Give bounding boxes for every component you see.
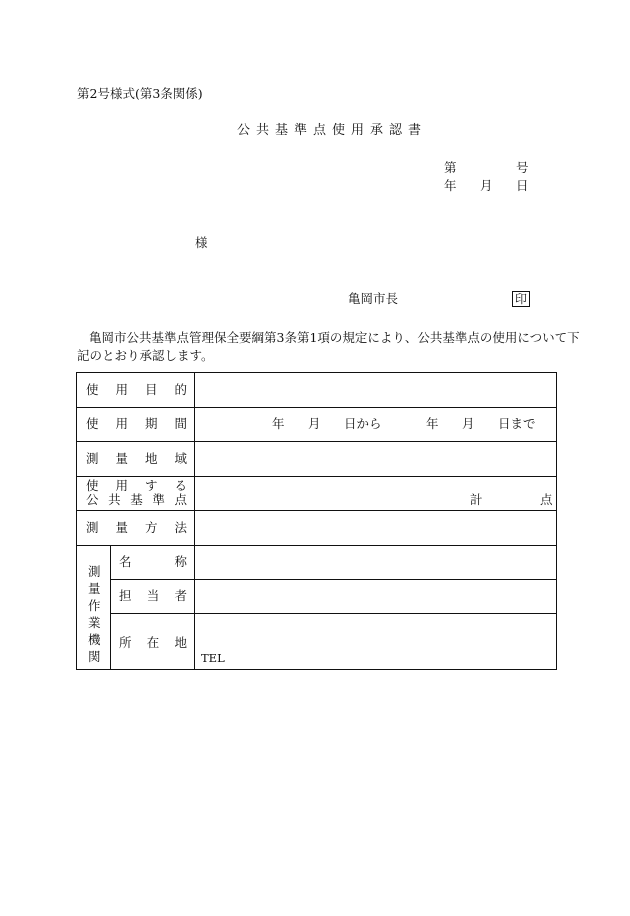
period-from-month: 月: [308, 416, 321, 431]
period-from-day: 日から: [344, 416, 382, 431]
issuer-name: 亀岡市長: [348, 291, 399, 306]
date-day-label: 日: [516, 178, 529, 193]
row-line-3: [77, 476, 557, 477]
area-label: 測 量 地 域: [86, 451, 187, 466]
points-total-label: 計: [470, 492, 483, 507]
seal-mark: 印: [512, 291, 530, 307]
body-text-line-1: 亀岡市公共基準点管理保全要綱第3条第1項の規定により、公共基準点の使用について下: [89, 330, 580, 345]
body-text-line-2: 記のとおり承認します。: [77, 348, 214, 363]
form-reference: 第2号様式(第3条関係): [77, 86, 203, 101]
period-from-year: 年: [272, 416, 285, 431]
method-label: 測 量 方 法: [86, 520, 187, 535]
addressee-suffix: 様: [195, 235, 208, 250]
date-year-label: 年: [444, 178, 457, 193]
org-name-label: 名 称: [119, 554, 187, 569]
date-month-label: 月: [480, 178, 493, 193]
purpose-label: 使 用 目 的: [86, 382, 187, 397]
row-line-7: [110, 613, 557, 614]
approval-table: [76, 372, 557, 670]
period-to-month: 月: [462, 416, 475, 431]
row-line-1: [77, 407, 557, 408]
tel-label: TEL: [201, 651, 225, 665]
period-to-year: 年: [426, 416, 439, 431]
document-title: 公共基準点使用承認書: [237, 123, 428, 138]
org-name-value[interactable]: [195, 546, 557, 578]
org-person-label: 担 当 者: [119, 588, 187, 603]
area-value[interactable]: [195, 442, 557, 475]
org-person-value[interactable]: [195, 580, 557, 612]
purpose-value[interactable]: [195, 374, 557, 407]
points-label-line-1: 使 用 す る: [86, 478, 187, 493]
method-value[interactable]: [195, 511, 557, 544]
period-label: 使 用 期 間: [86, 416, 187, 431]
points-label-line-2: 公 共 基 準 点: [86, 492, 187, 507]
org-address-label: 所 在 地: [119, 635, 187, 650]
number-label-prefix: 第: [444, 160, 457, 175]
table-divider-org: [110, 545, 111, 670]
org-vertical-label: 測 量 作 業 機 関: [88, 564, 101, 664]
period-to-day: 日まで: [498, 416, 536, 431]
points-unit-label: 点: [540, 492, 553, 507]
number-label-suffix: 号: [516, 160, 529, 175]
